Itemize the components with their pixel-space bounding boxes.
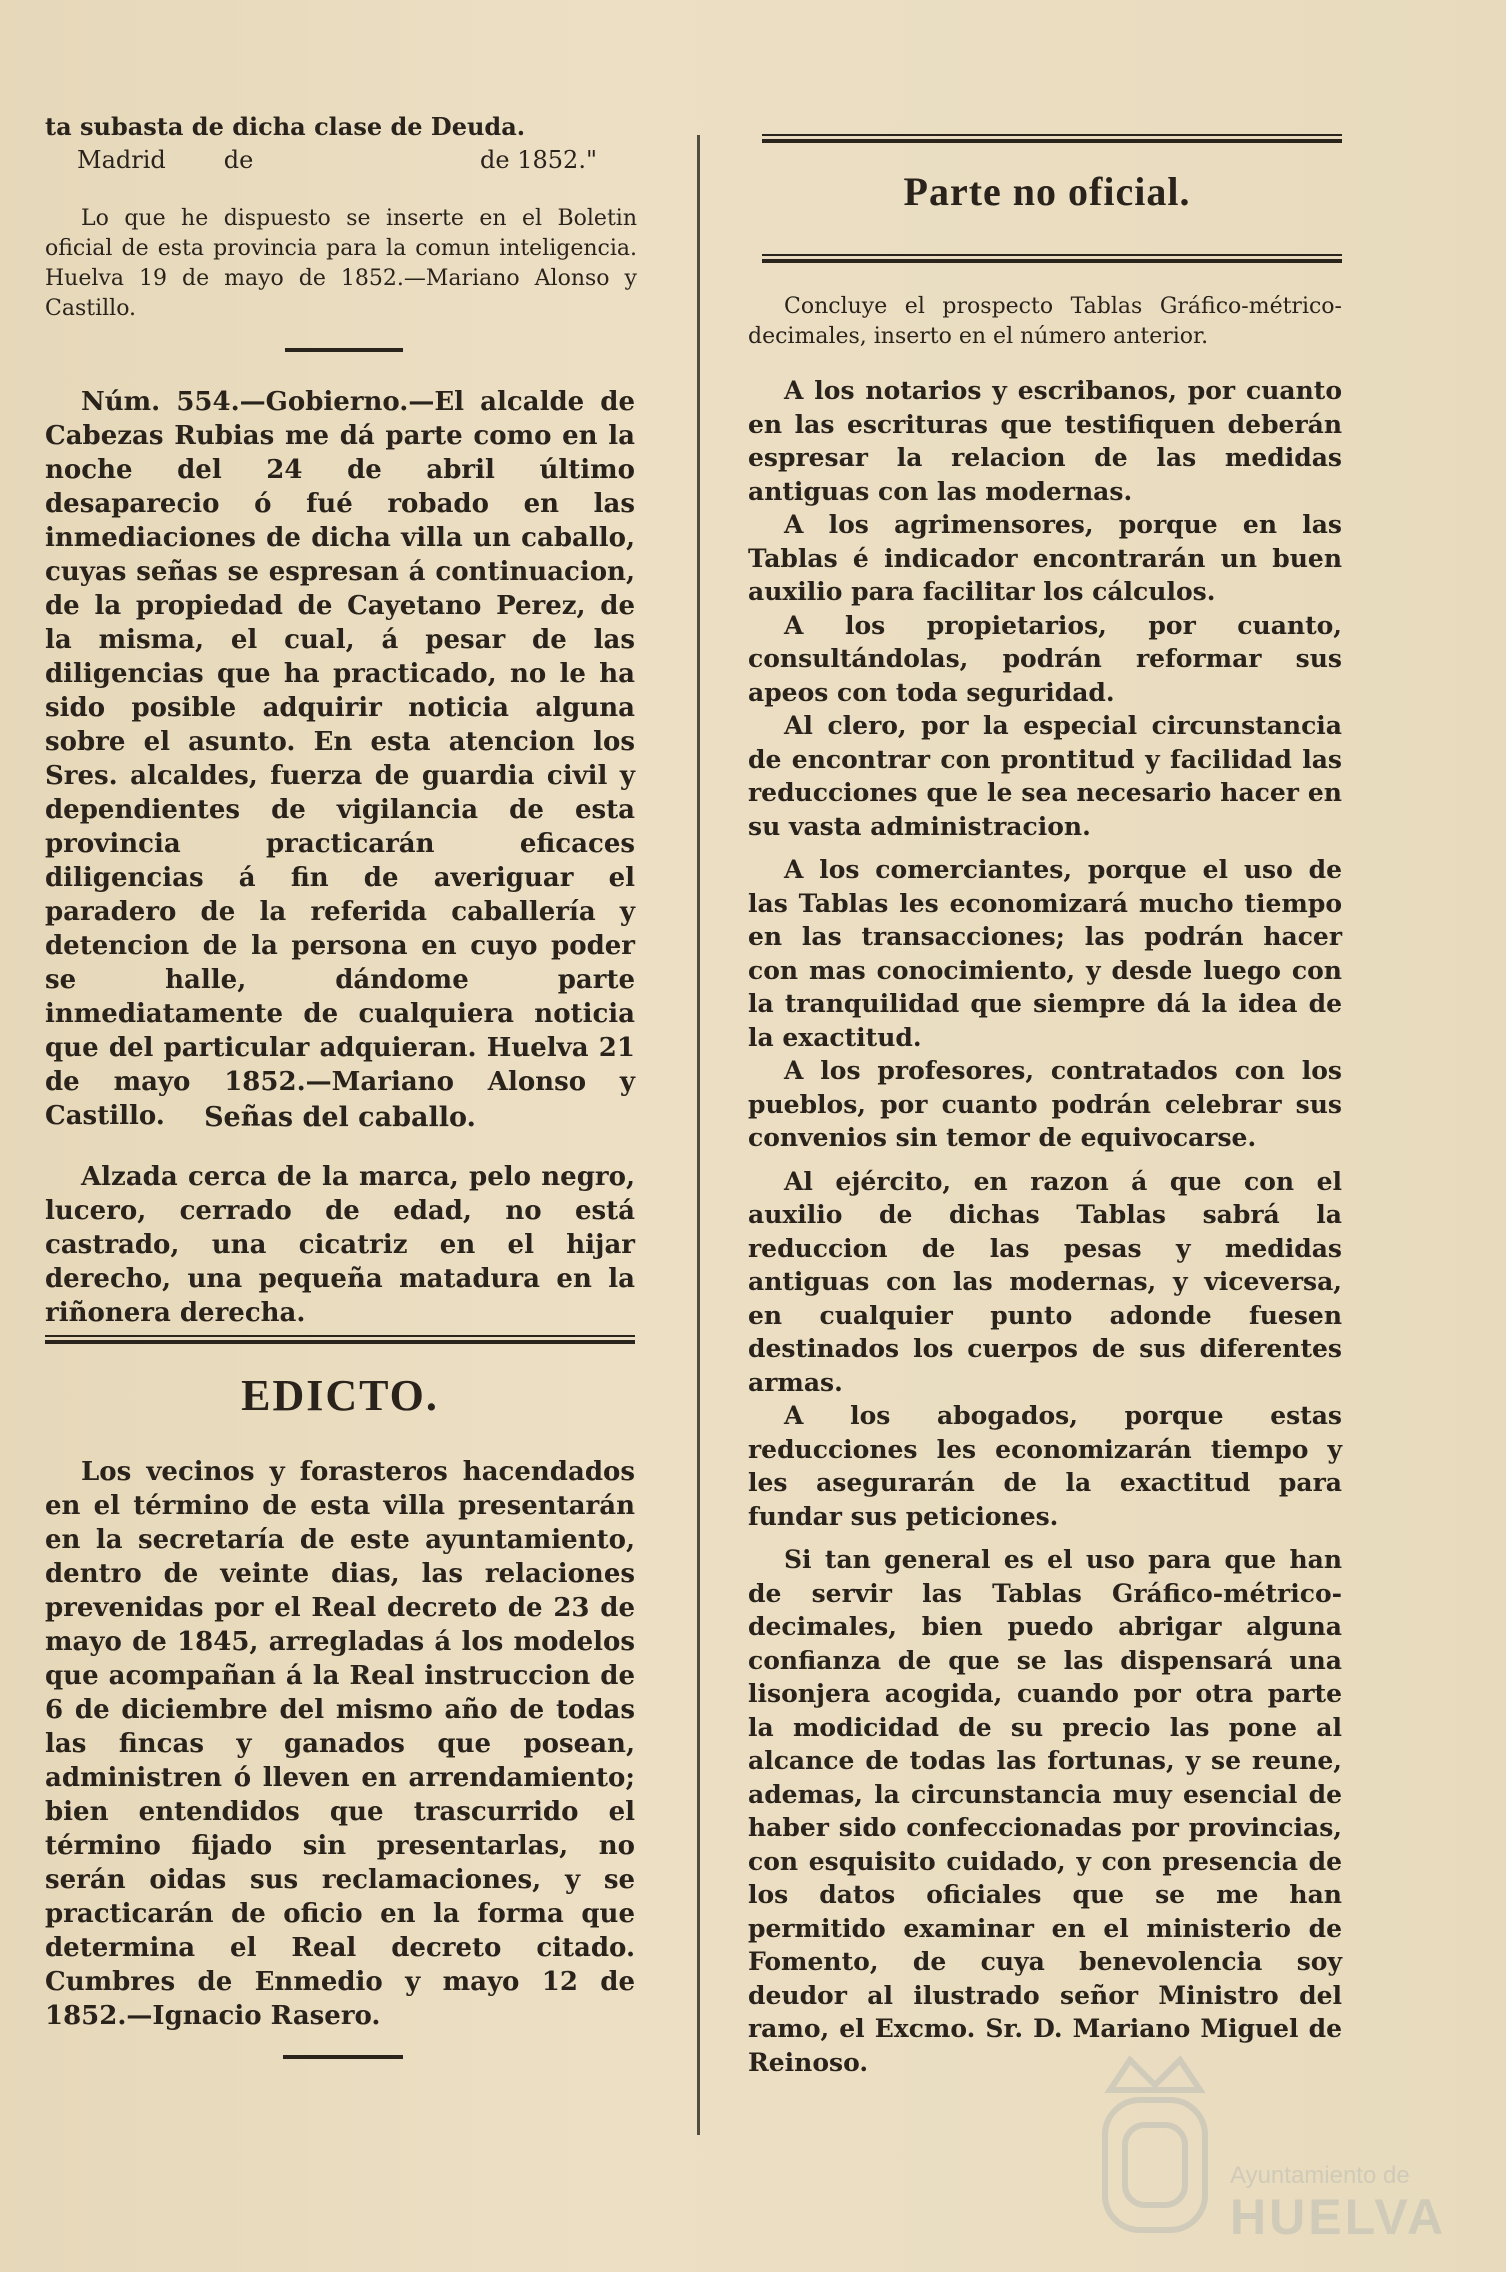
paragraph-notarios: A los notarios y escribanos, por cuanto en las escrituras que testifiquen deberán espresar la relacion de las medidas antiguas con las modernas.: [748, 376, 1342, 506]
closing-rule: [283, 2055, 403, 2059]
watermark-line2: HUELVA: [1230, 2189, 1447, 2245]
edicto-body: Los vecinos y forasteros hacendados en el término de esta villa presentarán en la secretaría de este ayuntamiento, dentro de veinte dias, las relaciones prevenidas por el Real decreto de 23 de mayo de 1845, arregladas á los modelos que acompañan á la Real instruccion de 6 de diciembre del mismo año de todas las fincas y ganados que posean, administren ó lleven en arrendamiento; bien entendidos que trascurrido el término fijado sin presentarlas, no serán oidas sus reclamaciones, y se practicarán de oficio en la forma que determina el Real decreto citado. Cumbres de Enmedio y mayo 12 de 1852.—Ignacio Rasero.: [45, 1457, 635, 2031]
paragraph-list: [748, 374, 1342, 2079]
paragraph-abogados: A los abogados, porque estas reducciones les economizarán tiempo y les asegurarán de la exactitud para fundar sus peticiones.: [748, 1401, 1342, 1531]
paragraph-ejercito: Al ejército, en razon á que con el auxilio de dichas Tablas sabrá la reduccion de las pesas y medidas antiguas con las modernas, y viceversa, en cualquier punto adonde fuesen destinados los cuerpos de sus diferentes armas.: [748, 1166, 1342, 1397]
column-divider: [697, 135, 700, 2135]
paragraph-propietarios: A los propietarios, por cuanto, consultándolas, podrán reformar sus apeos con toda seguridad.: [748, 610, 1342, 707]
watermark-line1: Ayuntamiento de: [1230, 2162, 1410, 2189]
paragraph-agrimensores: A los agrimensores, porque en las Tablas é indicador encontrarán un buen auxilio para facilitar los cálculos.: [748, 510, 1342, 606]
date-place: Madrid: [77, 146, 166, 174]
edicto-title: EDICTO.: [241, 1371, 439, 1420]
huelva-watermark: [1090, 2050, 1447, 2250]
date-year: de 1852.": [480, 146, 597, 174]
double-rule: [45, 1335, 635, 1344]
paragraph-comerciantes: A los comerciantes, porque el uso de las Tablas les economizará mucho tiempo en las transacciones; las podrán hacer con mas conocimiento, y desde luego con la tranquilidad que siempre dá la idea de la exactitud.: [748, 855, 1342, 1052]
date-de: de: [223, 146, 254, 174]
intro-paragraph: Concluye el prospecto Tablas Gráfico-métrico-decimales, inserto en el número anterior.: [748, 294, 1342, 349]
title-under-rule: [762, 254, 1342, 263]
dispuesto-paragraph: Lo que he dispuesto se inserte en el Boletin oficial de esta provincia para la comun inteligencia. Huelva 19 de mayo de 1852.—Mariano Alonso y Castillo.: [45, 206, 637, 321]
num554-paragraph: Núm. 554.—Gobierno.—El alcalde de Cabezas Rubias me dá parte como en la noche del 24 de abril último desaparecio ó fué robado en las inmediaciones de dicha villa un caballo, cuyas señas se espresan á continuacion, de la propiedad de Cayetano Perez, de la misma, el cual, á pesar de las diligencias que ha practicado, no le ha sido posible adquirir noticia alguna sobre el asunto. En esta atencion los Sres. alcaldes, fuerza de guardia civil y dependientes de vigilancia de esta provincia practicarán eficaces diligencias á fin de averiguar el paradero de la referida caballería y detencion de la persona en cuyo poder se halle, dándome parte inmediatamente de cualquiera noticia que del particular adquieran. Huelva 21 de mayo 1852.—Mariano Alonso y Castillo.: [45, 387, 635, 1131]
top-double-rule: [762, 134, 1342, 143]
short-rule: [285, 348, 403, 352]
senas-body: Alzada cerca de la marca, pelo negro, lucero, cerrado de edad, no está castrado, una cicatriz en el hijar derecho, una pequeña matadura en la riñonera derecha.: [45, 1162, 635, 1328]
paragraph-profesores: A los profesores, contratados con los pueblos, por cuanto podrán celebrar sus convenios sin temor de equivocarse.: [748, 1056, 1342, 1152]
section-title: Parte no oficial.: [903, 169, 1191, 214]
top-line: ta subasta de dicha clase de Deuda.: [45, 112, 526, 141]
paragraph-conclusion: Si tan general es el uso para que han de servir las Tablas Gráfico-métrico-decimales, bien puedo abrigar alguna confianza de que se las dispensará una lisonjera acogida, cuando por otra parte la modicidad de su precio las pone al alcance de todas las fortunas, y se reune, ademas, la circunstancia muy esencial de haber sido confeccionadas por provincias, con esquisito cuidado, y con presencia de los datos oficiales que se me han permitido examinar en el ministerio de Fomento, de cuya benevolencia soy deudor al ilustrado señor Ministro del ramo, el Excmo. Sr. D. Mariano Miguel de Reinoso.: [748, 1545, 1342, 2077]
senas-title: Señas del caballo.: [204, 1102, 476, 1133]
paragraph-clero: Al clero, por la especial circunstancia de encontrar con prontitud y facilidad las reducciones que le sea necesario hacer en su vasta administracion.: [748, 711, 1342, 841]
crown-shield-icon: [1090, 2050, 1220, 2250]
date-line: [77, 146, 597, 174]
